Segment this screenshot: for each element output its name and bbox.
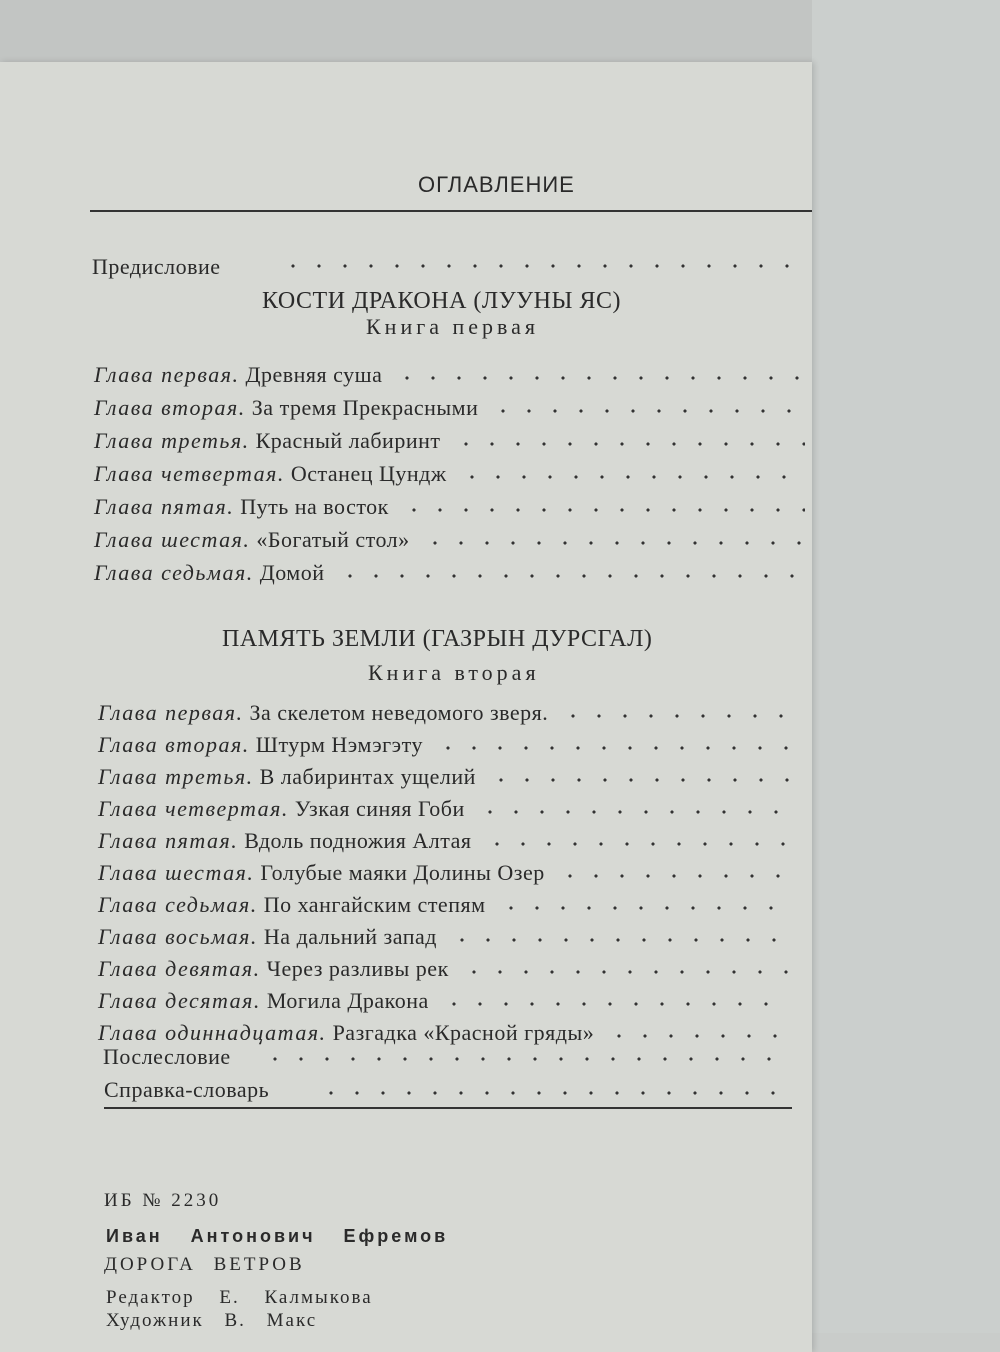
chapter-title: Домой [259,560,325,585]
chapter-title: По хангайским степям [263,892,486,917]
chapter-entry [94,428,441,454]
chapter-title: За тремя Прекрасными [251,395,479,420]
imprint-author: Иван Антонович Ефремов [106,1226,449,1246]
chapter-entry [98,988,429,1014]
chapter-label: Глава десятая. [98,988,261,1013]
chapter-title: Красный лабиринт [255,428,441,453]
imprint-editor: Редактор Е. Калмыкова [106,1287,373,1308]
chapter-label: Глава девятая. [98,956,261,981]
chapter-title: Разгадка «Красной гряды» [332,1020,595,1045]
book2-title: ПАМЯТЬ ЗЕМЛИ (ГАЗРЫН ДУРСГАЛ) [222,626,653,652]
chapter-label: Глава вторая. [98,732,250,757]
chapter-leader-dots [498,905,790,911]
chapter-entry [98,956,449,982]
afterword-label: Послесловие [103,1044,231,1069]
afterword-leader-dots [262,1056,782,1062]
chapter-entry [94,527,410,553]
chapter-entry [94,560,325,586]
imprint-artist: Художник В. Макс [106,1310,318,1331]
chapter-title: Штурм Нэмэгэту [255,732,423,757]
chapter-label: Глава пятая. [94,494,235,519]
chapter-leader-dots [422,540,805,546]
chapter-leader-dots [459,474,805,480]
chapter-label: Глава первая. [98,700,244,725]
chapter-title: Путь на восток [240,494,389,519]
chapter-label: Глава первая. [94,362,240,387]
chapter-entry [98,828,472,854]
chapter-title: Могила Дракона [266,988,429,1013]
chapter-leader-dots [484,841,790,847]
book2-subtitle: Книга вторая [368,660,540,685]
chapter-label: Глава одиннадцатая. [98,1020,327,1045]
preface-entry [92,254,221,280]
imprint-ib-number: ИБ № 2230 [104,1190,222,1211]
chapter-title: За скелетом неведомого зверя. [249,700,549,725]
book1-subtitle: Книга первая [366,314,540,339]
toc-heading: ОГЛАВЛЕНИЕ [418,172,575,197]
chapter-label: Глава третья. [98,764,254,789]
chapter-title: Голубые маяки Долины Озер [260,860,545,885]
chapter-label: Глава шестая. [94,527,251,552]
afterword-entry [103,1044,231,1070]
reference-label: Справка-словарь [104,1077,270,1102]
chapter-label: Глава шестая. [98,860,255,885]
chapter-title: Древняя суша [245,362,383,387]
chapter-leader-dots [560,713,790,719]
chapter-entry [98,764,476,790]
chapter-leader-dots [606,1033,790,1039]
top-rule [90,210,812,212]
background-top [0,0,812,62]
chapter-leader-dots [394,375,805,381]
chapter-label: Глава вторая. [94,395,246,420]
chapter-entry [98,732,423,758]
chapter-entry [98,892,486,918]
chapter-label: Глава восьмая. [98,924,258,949]
chapter-title: Узкая синяя Гоби [294,796,465,821]
chapter-entry [94,362,382,388]
reference-leader-dots [318,1090,788,1096]
chapter-leader-dots [337,573,805,579]
chapter-leader-dots [441,1001,790,1007]
chapter-title: В лабиринтах ущелий [259,764,476,789]
chapter-leader-dots [490,408,805,414]
chapter-label: Глава седьмая. [98,892,258,917]
chapter-leader-dots [488,777,790,783]
reference-entry [104,1077,269,1103]
chapter-leader-dots [401,507,805,513]
chapter-entry [94,494,389,520]
imprint-book-title: ДОРОГА ВЕТРОВ [104,1254,305,1275]
chapter-title: На дальний запад [263,924,437,949]
chapter-title: «Богатый стол» [256,527,410,552]
chapter-label: Глава третья. [94,428,250,453]
chapter-leader-dots [435,745,790,751]
background-right [812,0,1000,1333]
chapter-title: Через разливы рек [266,956,449,981]
chapter-entry [94,461,447,487]
chapter-entry [98,796,465,822]
chapter-entry [98,924,437,950]
chapter-label: Глава четвертая. [94,461,285,486]
chapter-leader-dots [449,937,790,943]
chapter-leader-dots [453,441,805,447]
book1-title: КОСТИ ДРАКОНА (ЛУУНЫ ЯС) [262,288,621,314]
chapter-leader-dots [461,969,790,975]
chapter-title: Вдоль подножия Алтая [244,828,472,853]
chapter-leader-dots [477,809,790,815]
chapter-entry [98,860,545,886]
chapter-title: Останец Цундж [290,461,447,486]
chapter-entry [94,395,478,421]
bottom-rule [104,1107,792,1109]
chapter-label: Глава четвертая. [98,796,289,821]
preface-label: Предисловие [92,254,221,279]
chapter-label: Глава пятая. [98,828,239,853]
chapter-entry [98,700,548,726]
preface-leader-dots [280,263,810,269]
chapter-leader-dots [557,873,790,879]
chapter-label: Глава седьмая. [94,560,254,585]
chapter-entry [98,1020,594,1046]
